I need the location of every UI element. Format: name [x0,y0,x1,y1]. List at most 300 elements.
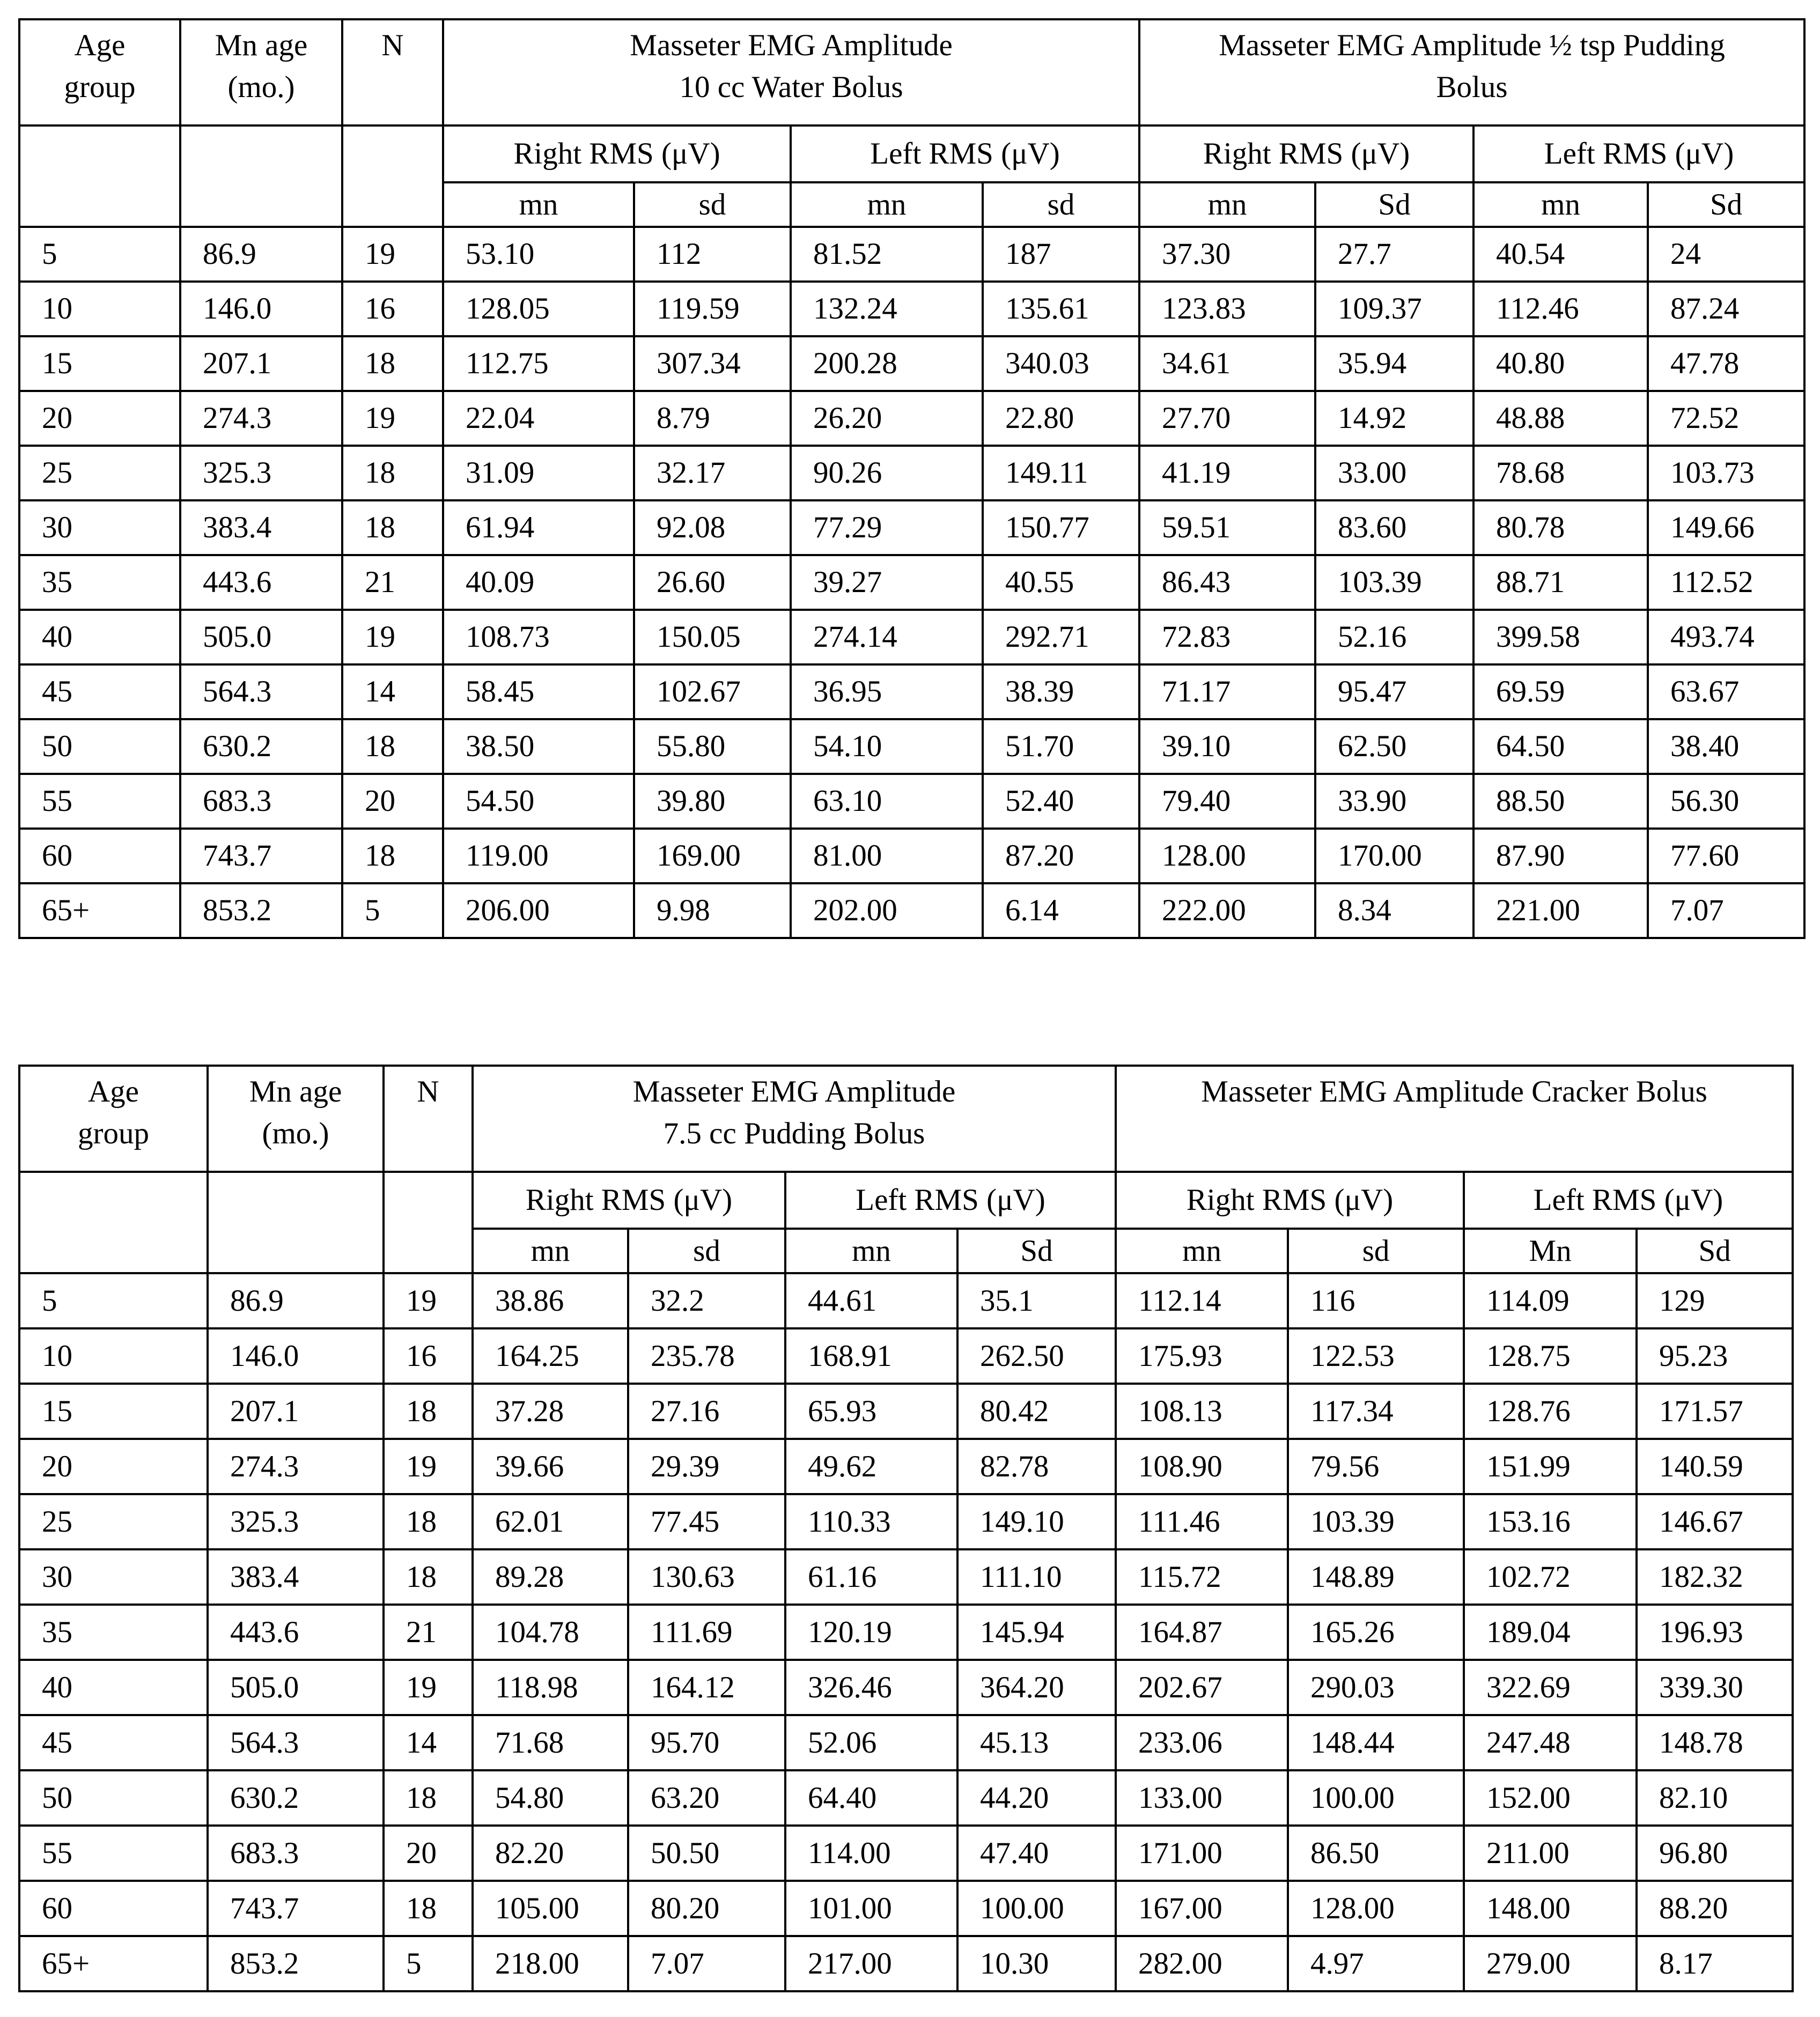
empty-header-cell [180,125,342,227]
table-cell: 202.00 [791,883,983,938]
table-cell: 105.00 [473,1881,628,1936]
bolus2-header-text: Masseter EMG Amplitude Cracker Bolus [1201,1075,1707,1109]
table-cell: 853.2 [208,1936,384,1991]
table-cell: 86.43 [1139,555,1315,610]
table-cell: 128.05 [443,282,634,336]
table-cell: 33.00 [1315,446,1473,500]
table-cell: 19 [384,1660,473,1715]
bolus2-header [1139,19,1804,125]
table-cell: 71.68 [473,1715,628,1770]
stat-header: Sd [957,1229,1116,1273]
table-cell: 443.6 [180,555,342,610]
table-cell: 59.51 [1139,500,1315,555]
bolus2-right-rms-header: Right RMS (μV) [1139,125,1473,182]
table-cell: 322.69 [1464,1660,1637,1715]
table-cell: 109.37 [1315,282,1473,336]
bolus1-right-rms-header: Right RMS (μV) [473,1172,785,1229]
table-cell: 145.94 [957,1605,1116,1660]
table-cell: 20 [342,774,443,829]
table-cell: 69.59 [1473,664,1648,719]
table-cell: 364.20 [957,1660,1116,1715]
table-cell: 14 [342,664,443,719]
table-cell: 202.67 [1116,1660,1288,1715]
table-cell: 340.03 [983,336,1139,391]
table-cell: 62.50 [1315,719,1473,774]
table-cell: 45 [19,1715,208,1770]
table-cell: 104.78 [473,1605,628,1660]
table-cell: 24 [1648,227,1804,282]
table-cell: 19 [342,227,443,282]
table-cell: 52.40 [983,774,1139,829]
table-cell: 30 [19,1549,208,1605]
table-cell: 630.2 [208,1770,384,1826]
table-row [19,282,1804,336]
stat-header: Mn [1464,1229,1637,1273]
table-cell: 211.00 [1464,1826,1637,1881]
table-cell: 119.59 [634,282,791,336]
table-cell: 83.60 [1315,500,1473,555]
table-cell: 45 [19,664,180,719]
table-cell: 50 [19,719,180,774]
table-cell: 102.67 [634,664,791,719]
table-row [19,1881,1793,1936]
table-cell: 89.28 [473,1549,628,1605]
table-cell: 505.0 [180,610,342,664]
table-cell: 146.67 [1637,1494,1793,1549]
table-cell: 78.68 [1473,446,1648,500]
table-cell: 111.10 [957,1549,1116,1605]
table-cell: 88.20 [1637,1881,1793,1936]
table-cell: 6.14 [983,883,1139,938]
table-cell: 564.3 [208,1715,384,1770]
table-cell: 200.28 [791,336,983,391]
table-cell: 235.78 [628,1328,785,1384]
table-cell: 72.83 [1139,610,1315,664]
table-cell: 505.0 [208,1660,384,1715]
table-row [19,1936,1793,1991]
table-cell: 164.12 [628,1660,785,1715]
n-header-text: N [381,28,404,62]
table-cell: 119.00 [443,829,634,883]
stat-header: mn [1139,182,1315,227]
table-cell: 149.11 [983,446,1139,500]
table-cell: 683.3 [180,774,342,829]
table-cell: 54.80 [473,1770,628,1826]
table-cell: 149.10 [957,1494,1116,1549]
table-cell: 40.09 [443,555,634,610]
table-row [19,1328,1793,1384]
table-cell: 247.48 [1464,1715,1637,1770]
n-header [384,1066,473,1172]
table-cell: 54.50 [443,774,634,829]
mn-age-header [208,1066,384,1172]
table-cell: 100.00 [957,1881,1116,1936]
table-cell: 128.00 [1139,829,1315,883]
table-cell: 41.19 [1139,446,1315,500]
table-cell: 133.00 [1116,1770,1288,1826]
table-cell: 50 [19,1770,208,1826]
header-row-sides [19,125,1804,182]
table-cell: 18 [384,1770,473,1826]
table-cell: 31.09 [443,446,634,500]
table-cell: 34.61 [1139,336,1315,391]
table-cell: 112 [634,227,791,282]
table-cell: 37.28 [473,1384,628,1439]
table-cell: 114.09 [1464,1273,1637,1328]
table-cell: 33.90 [1315,774,1473,829]
table-cell: 7.07 [628,1936,785,1991]
table-cell: 564.3 [180,664,342,719]
table-cell: 10 [19,282,180,336]
table-row [19,336,1804,391]
table-cell: 14 [384,1715,473,1770]
table-row [19,1384,1793,1439]
stat-header: mn [443,182,634,227]
table-cell: 307.34 [634,336,791,391]
table-cell: 148.00 [1464,1881,1637,1936]
table-cell: 128.76 [1464,1384,1637,1439]
table-cell: 52.16 [1315,610,1473,664]
table-cell: 217.00 [785,1936,957,1991]
table-cell: 65.93 [785,1384,957,1439]
table-cell: 129 [1637,1273,1793,1328]
table-cell: 60 [19,1881,208,1936]
table-row [19,1770,1793,1826]
table-cell: 87.20 [983,829,1139,883]
table-cell: 292.71 [983,610,1139,664]
table-cell: 95.23 [1637,1328,1793,1384]
table-cell: 77.29 [791,500,983,555]
header-row-titles [19,19,1804,125]
table-cell: 5 [342,883,443,938]
table-cell: 148.44 [1288,1715,1464,1770]
emg-table-1 [18,18,1806,939]
table-cell: 164.87 [1116,1605,1288,1660]
stat-header: mn [473,1229,628,1273]
table-cell: 149.66 [1648,500,1804,555]
table-cell: 383.4 [208,1549,384,1605]
table-cell: 108.13 [1116,1384,1288,1439]
table-cell: 116 [1288,1273,1464,1328]
table-cell: 20 [384,1826,473,1881]
bolus1-right-rms-header: Right RMS (μV) [443,125,791,182]
table-cell: 39.10 [1139,719,1315,774]
table-cell: 206.00 [443,883,634,938]
table-cell: 18 [342,336,443,391]
stat-header: mn [1473,182,1648,227]
table-cell: 82.10 [1637,1770,1793,1826]
table-cell: 55 [19,1826,208,1881]
table-cell: 64.40 [785,1770,957,1826]
table-cell: 38.50 [443,719,634,774]
table-cell: 189.04 [1464,1605,1637,1660]
table-cell: 743.7 [180,829,342,883]
table-cell: 630.2 [180,719,342,774]
table-cell: 18 [384,1881,473,1936]
table-cell: 18 [342,829,443,883]
table-cell: 87.90 [1473,829,1648,883]
bolus1-header [443,19,1139,125]
table-cell: 92.08 [634,500,791,555]
table-cell: 135.61 [983,282,1139,336]
table-cell: 10.30 [957,1936,1116,1991]
table-cell: 130.63 [628,1549,785,1605]
table-cell: 30 [19,500,180,555]
table-row [19,227,1804,282]
table-cell: 25 [19,446,180,500]
table-cell: 233.06 [1116,1715,1288,1770]
table-cell: 19 [342,610,443,664]
table-cell: 22.04 [443,391,634,446]
table-cell: 187 [983,227,1139,282]
table-cell: 153.16 [1464,1494,1637,1549]
n-header-text: N [417,1075,439,1109]
table-cell: 102.72 [1464,1549,1637,1605]
table-cell: 101.00 [785,1881,957,1936]
table-cell: 38.86 [473,1273,628,1328]
table-cell: 326.46 [785,1660,957,1715]
table-cell: 743.7 [208,1881,384,1936]
table-cell: 86.9 [180,227,342,282]
table-cell: 40 [19,610,180,664]
table-cell: 146.0 [208,1328,384,1384]
table-row [19,1494,1793,1549]
table-cell: 8.79 [634,391,791,446]
table-cell: 108.73 [443,610,634,664]
table-cell: 128.75 [1464,1328,1637,1384]
table-cell: 112.75 [443,336,634,391]
table-cell: 77.60 [1648,829,1804,883]
table-cell: 40.54 [1473,227,1648,282]
table-cell: 103.39 [1315,555,1473,610]
table-cell: 123.83 [1139,282,1315,336]
table-cell: 58.45 [443,664,634,719]
table-cell: 108.90 [1116,1439,1288,1494]
bolus1-left-rms-header: Left RMS (μV) [791,125,1139,182]
table-cell: 111.46 [1116,1494,1288,1549]
table-cell: 96.80 [1637,1826,1793,1881]
table-cell: 15 [19,336,180,391]
stat-header: Sd [1637,1229,1793,1273]
table-row [19,446,1804,500]
table-cell: 165.26 [1288,1605,1464,1660]
table-cell: 120.19 [785,1605,957,1660]
table-cell: 44.20 [957,1770,1116,1826]
table-cell: 146.0 [180,282,342,336]
table-cell: 26.20 [791,391,983,446]
stat-header: Sd [1315,182,1473,227]
emg-table-2 [18,1065,1794,1992]
table-cell: 55 [19,774,180,829]
table-cell: 16 [384,1328,473,1384]
table-row [19,883,1804,938]
table-cell: 274.14 [791,610,983,664]
table-row [19,555,1804,610]
table-row [19,774,1804,829]
header-row-sides [19,1172,1793,1229]
age-group-header [19,1066,208,1172]
table-cell: 10 [19,1328,208,1384]
table-cell: 95.47 [1315,664,1473,719]
table-cell: 8.34 [1315,883,1473,938]
table-cell: 45.13 [957,1715,1116,1770]
table-cell: 40 [19,1660,208,1715]
table-cell: 21 [342,555,443,610]
table-cell: 25 [19,1494,208,1549]
table-cell: 140.59 [1637,1439,1793,1494]
table-cell: 65+ [19,1936,208,1991]
table-cell: 279.00 [1464,1936,1637,1991]
table-cell: 148.89 [1288,1549,1464,1605]
table-cell: 8.17 [1637,1936,1793,1991]
table-cell: 64.50 [1473,719,1648,774]
table-cell: 18 [384,1384,473,1439]
age-group-header [19,19,180,125]
table-cell: 55.80 [634,719,791,774]
table-cell: 100.00 [1288,1770,1464,1826]
table-cell: 54.10 [791,719,983,774]
empty-header-cell [19,125,180,227]
n-header [342,19,443,125]
table-row [19,1660,1793,1715]
table-cell: 443.6 [208,1605,384,1660]
table-cell: 4.97 [1288,1936,1464,1991]
table-cell: 35.94 [1315,336,1473,391]
table-cell: 49.62 [785,1439,957,1494]
table-cell: 82.78 [957,1439,1116,1494]
table-cell: 20 [19,1439,208,1494]
table-cell: 56.30 [1648,774,1804,829]
table-cell: 9.98 [634,883,791,938]
table-cell: 80.42 [957,1384,1116,1439]
table-cell: 47.40 [957,1826,1116,1881]
table-cell: 148.78 [1637,1715,1793,1770]
table-cell: 39.80 [634,774,791,829]
bolus1-header [473,1066,1116,1172]
table-row [19,500,1804,555]
table-cell: 48.88 [1473,391,1648,446]
table-cell: 339.30 [1637,1660,1793,1715]
table-cell: 87.24 [1648,282,1804,336]
table-cell: 383.4 [180,500,342,555]
table-cell: 151.99 [1464,1439,1637,1494]
bolus1-left-rms-header: Left RMS (μV) [785,1172,1116,1229]
table-cell: 53.10 [443,227,634,282]
table-cell: 71.17 [1139,664,1315,719]
table-cell: 164.25 [473,1328,628,1384]
table-cell: 21 [384,1605,473,1660]
table-cell: 95.70 [628,1715,785,1770]
table-row [19,610,1804,664]
table-cell: 79.40 [1139,774,1315,829]
table-cell: 112.14 [1116,1273,1288,1328]
table-cell: 29.39 [628,1439,785,1494]
bolus2-right-rms-header: Right RMS (μV) [1116,1172,1464,1229]
table-cell: 167.00 [1116,1881,1288,1936]
table-cell: 22.80 [983,391,1139,446]
table-cell: 150.77 [983,500,1139,555]
table-cell: 63.20 [628,1770,785,1826]
table-cell: 65+ [19,883,180,938]
table-cell: 150.05 [634,610,791,664]
table-cell: 63.10 [791,774,983,829]
table-cell: 128.00 [1288,1881,1464,1936]
table-cell: 35 [19,1605,208,1660]
table-cell: 15 [19,1384,208,1439]
table-cell: 47.78 [1648,336,1804,391]
table-cell: 103.73 [1648,446,1804,500]
table-cell: 27.7 [1315,227,1473,282]
table-cell: 38.39 [983,664,1139,719]
stat-header: Sd [1648,182,1804,227]
table-cell: 35 [19,555,180,610]
bolus1-header-text: Masseter EMG Amplitude 10 cc Water Bolus [630,28,953,104]
table-cell: 63.67 [1648,664,1804,719]
table-cell: 51.70 [983,719,1139,774]
table-cell: 207.1 [208,1384,384,1439]
table-cell: 27.70 [1139,391,1315,446]
table-cell: 7.07 [1648,883,1804,938]
empty-header-cell [384,1172,473,1273]
table-cell: 72.52 [1648,391,1804,446]
table-cell: 182.32 [1637,1549,1793,1605]
table-cell: 62.01 [473,1494,628,1549]
table-cell: 152.00 [1464,1770,1637,1826]
stat-header: mn [791,182,983,227]
table-cell: 218.00 [473,1936,628,1991]
table-cell: 114.00 [785,1826,957,1881]
table-cell: 110.33 [785,1494,957,1549]
table-cell: 50.50 [628,1826,785,1881]
table-cell: 81.52 [791,227,983,282]
table-cell: 40.80 [1473,336,1648,391]
table-row [19,1439,1793,1494]
table-cell: 19 [384,1439,473,1494]
table-cell: 36.95 [791,664,983,719]
bolus2-left-rms-header: Left RMS (μV) [1464,1172,1793,1229]
table-row [19,1273,1793,1328]
stat-header: sd [628,1229,785,1273]
table-cell: 196.93 [1637,1605,1793,1660]
table-cell: 171.00 [1116,1826,1288,1881]
table-cell: 132.24 [791,282,983,336]
table-cell: 40.55 [983,555,1139,610]
age-group-header-text: Age group [78,1075,149,1150]
table-cell: 82.20 [473,1826,628,1881]
table-cell: 32.17 [634,446,791,500]
table-cell: 207.1 [180,336,342,391]
table-cell: 86.50 [1288,1826,1464,1881]
table-cell: 399.58 [1473,610,1648,664]
table-cell: 18 [342,719,443,774]
table-cell: 14.92 [1315,391,1473,446]
table-cell: 103.39 [1288,1494,1464,1549]
bolus2-header [1116,1066,1793,1172]
table-cell: 81.00 [791,829,983,883]
table-cell: 86.9 [208,1273,384,1328]
mn-age-header-text: Mn age (mo.) [249,1075,342,1150]
table-cell: 5 [19,1273,208,1328]
table-cell: 18 [384,1494,473,1549]
table-cell: 19 [384,1273,473,1328]
table-cell: 274.3 [208,1439,384,1494]
table-cell: 282.00 [1116,1936,1288,1991]
empty-header-cell [19,1172,208,1273]
table-cell: 118.98 [473,1660,628,1715]
table-cell: 44.61 [785,1273,957,1328]
stat-header: sd [1288,1229,1464,1273]
table-cell: 32.2 [628,1273,785,1328]
